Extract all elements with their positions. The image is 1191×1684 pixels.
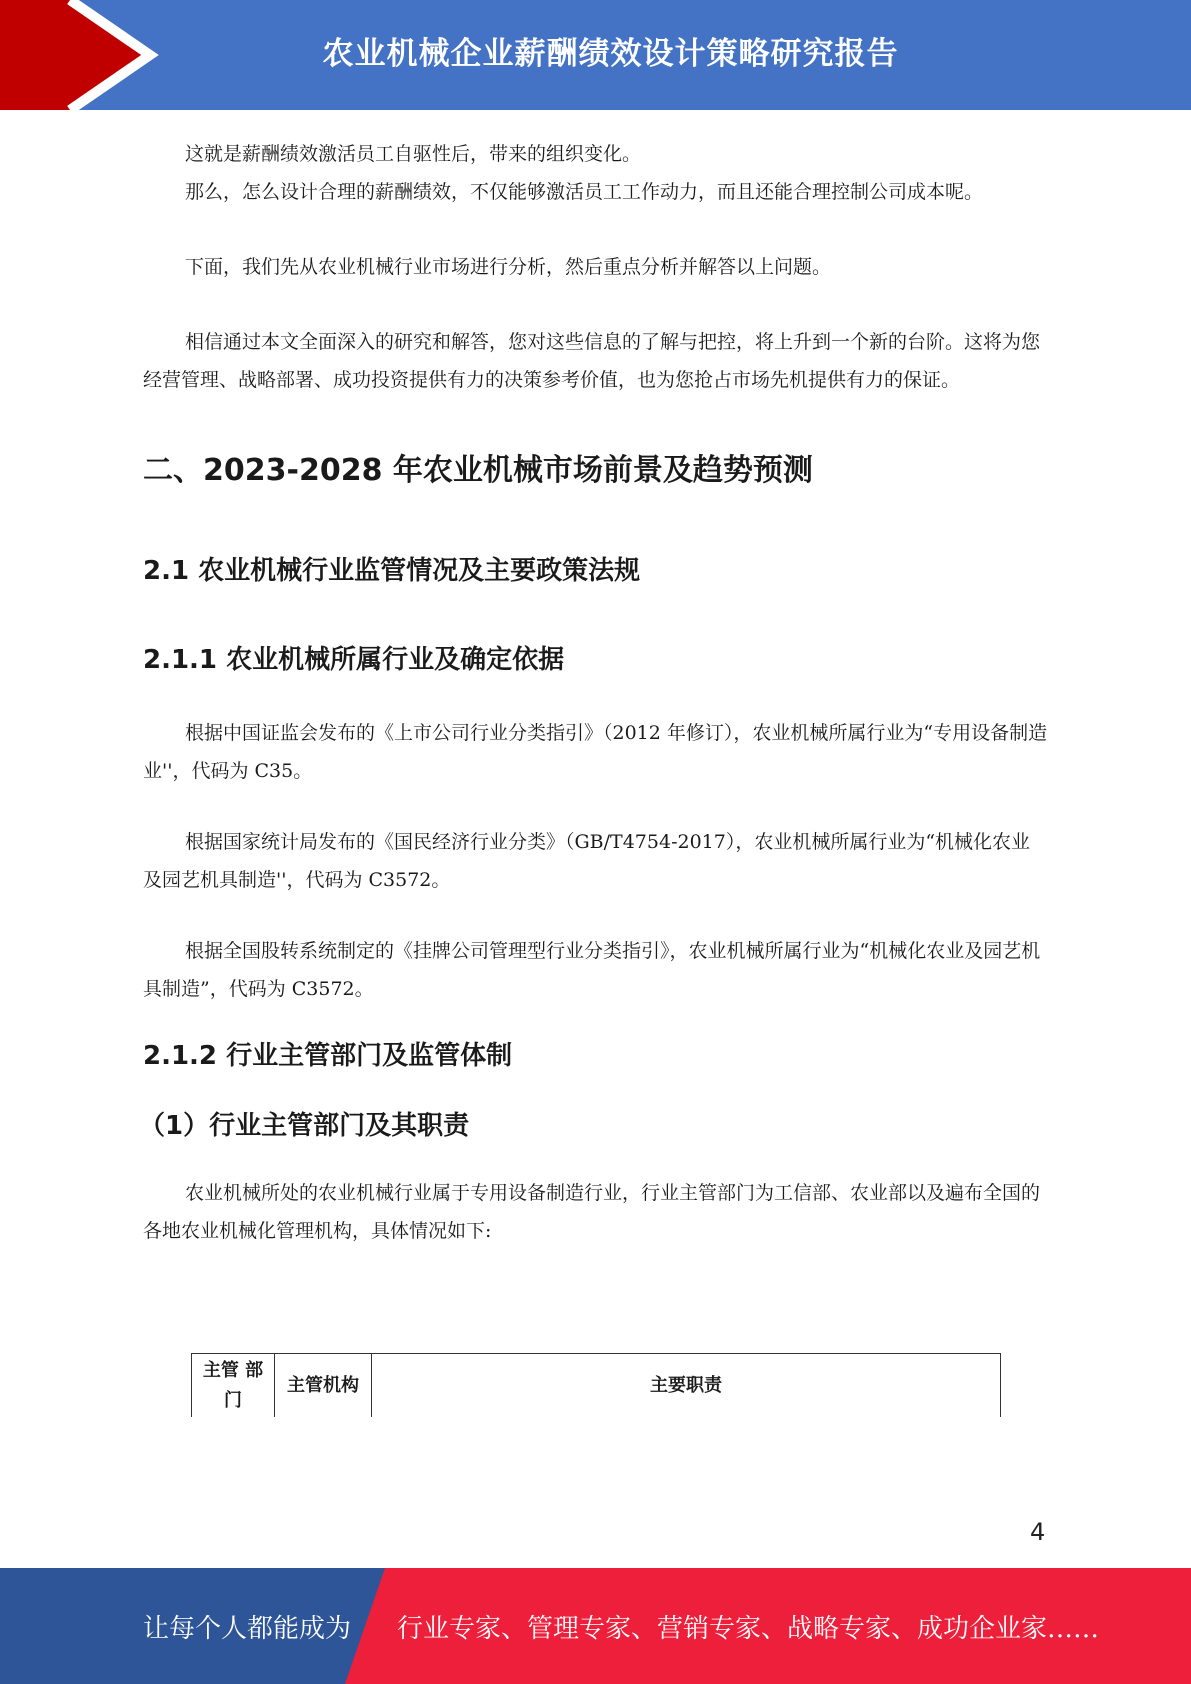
authority-table xyxy=(191,1353,1001,1417)
intro-paragraph-1: 这就是薪酬绩效激活员工自驱性后，带来的组织变化。 xyxy=(185,143,642,165)
report-title: 农业机械企业薪酬绩效设计策略研究报告 xyxy=(322,36,899,72)
footer-slogan-right: 行业专家、管理专家、营销专家、战略专家、成功企业家…… xyxy=(397,1614,1100,1644)
header-responsibilities: 主要职责 xyxy=(372,1354,1001,1418)
intro-paragraph-3: 下面，我们先从农业机械行业市场进行分析，然后重点分析并解答以上问题。 xyxy=(185,256,832,278)
header-agency: 主管机构 xyxy=(275,1354,372,1418)
section-2-1-2-heading: 2.1.2 行业主管部门及监管体制 xyxy=(143,1041,513,1071)
industry-paragraph-2: 根据国家统计局发布的《国民经济行业分类》（GB/T4754-2017），农业机械所属行业为“机械化农业及园艺机具制造''，代码为 C3572。 xyxy=(143,831,1031,891)
subsection-1-heading: （1）行业主管部门及其职责 xyxy=(139,1111,470,1141)
page-header xyxy=(0,0,1191,110)
section-2-1-heading: 2.1 农业机械行业监管情况及主要政策法规 xyxy=(143,556,641,586)
section-2-heading: 二、2023-2028 年农业机械市场前景及趋势预测 xyxy=(143,453,813,488)
page-content xyxy=(139,135,1048,1250)
industry-paragraph-3: 根据全国股转系统制定的《挂牌公司管理型行业分类指引》，农业机械所属行业为“机械化农业及园艺机具制造”，代码为 C3572。 xyxy=(143,940,1041,1000)
page-number: 4 xyxy=(1030,1518,1046,1546)
page-footer xyxy=(0,1568,1191,1684)
table-header-row xyxy=(192,1354,1001,1418)
intro-paragraph-2: 那么，怎么设计合理的薪酬绩效，不仅能够激活员工工作动力，而且还能合理控制公司成本呢。 xyxy=(185,181,984,203)
footer-slogan-left: 让每个人都能成为 xyxy=(143,1614,352,1644)
industry-paragraph-1: 根据中国证监会发布的《上市公司行业分类指引》（2012 年修订），农业机械所属行业为“专用设备制造业''，代码为 C35。 xyxy=(143,722,1048,782)
authority-paragraph: 农业机械所处的农业机械行业属于专用设备制造行业，行业主管部门为工信部、农业部以及遍布全国的各地农业机械化管理机构，具体情况如下: xyxy=(143,1182,1041,1242)
header-department: 主管 部门 xyxy=(192,1354,275,1418)
section-2-1-1-heading: 2.1.1 农业机械所属行业及确定依据 xyxy=(143,645,565,675)
intro-paragraph-4: 相信通过本文全面深入的研究和解答，您对这些信息的了解与把控，将上升到一个新的台阶。这将为您经营管理、战略部署、成功投资提供有力的决策参考价值，也为您抢占市场先机提供有力的保证。 xyxy=(143,331,1041,391)
